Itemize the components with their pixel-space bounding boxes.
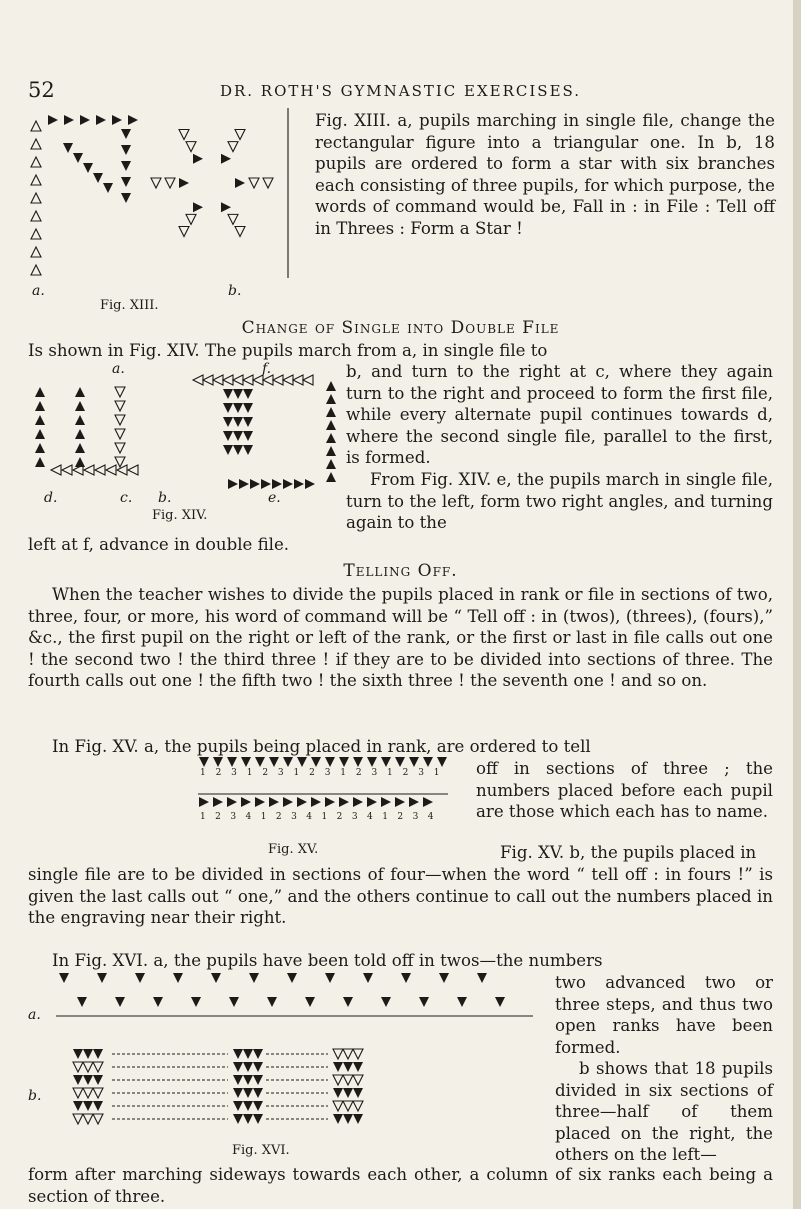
fig15-file-pupil	[227, 797, 237, 807]
fig16-left-pupil	[73, 1114, 83, 1124]
section1-right-text: b, and turn to the right at c, where they again turn to the right and proceed to form the first file, while every alternate pupil continues towards d, where the second single file, parallel to the first, is formed.	[346, 362, 773, 467]
fig15-rank-pupil	[297, 757, 307, 767]
fig16-center-pupil	[233, 1062, 243, 1072]
fig14-double-pupil	[233, 403, 243, 413]
fig16-left-pupil	[83, 1114, 93, 1124]
fig13-b-star-pupil	[263, 178, 273, 188]
fig16-left-pupil	[83, 1062, 93, 1072]
fig14-bottom-pupil	[294, 479, 304, 489]
fig16-left-pupil	[93, 1062, 103, 1072]
fig14-base-pupil	[62, 465, 72, 475]
fig16-right-pupil	[353, 1075, 363, 1085]
fig13-a-left-pupil	[31, 121, 41, 131]
fig16-center-pupil	[243, 1075, 253, 1085]
fig14-top-pupil	[193, 375, 203, 385]
fig14-label-f: f.	[262, 361, 272, 377]
fig16-right-pupil	[353, 1062, 363, 1072]
fig14-label-e: e.	[268, 490, 281, 506]
fig16-right-pupil	[353, 1049, 363, 1059]
fig16-rank-pupil	[77, 997, 87, 1007]
fig16-left-pupil	[83, 1075, 93, 1085]
fig14-file-pupil	[35, 429, 45, 439]
fig13-a-left-pupil	[31, 247, 41, 257]
fig16-right-pupil	[343, 1088, 353, 1098]
section-heading-double-file: Change of Single into Double File	[241, 318, 560, 338]
section1-end: left at f, advance in double file.	[28, 535, 290, 554]
fig13-b-star-pupil	[221, 154, 231, 164]
fig14-label-a: a.	[112, 361, 125, 377]
fig16-right-pupil	[343, 1062, 353, 1072]
fig14-label-b: b.	[158, 490, 172, 506]
fig16-advanced-pupil	[287, 973, 297, 983]
fig16-advanced-pupil	[59, 973, 69, 983]
fig13-a-top-pupil	[80, 115, 90, 125]
fig14-double-pupil	[243, 445, 253, 455]
fig14-right-pupil	[326, 407, 336, 417]
fig16-advanced-pupil	[249, 973, 259, 983]
fig16-advanced-pupil	[97, 973, 107, 983]
fig16-advanced-pupil	[477, 973, 487, 983]
fig14-base-pupil	[84, 465, 94, 475]
fig16-center-pupil	[253, 1088, 263, 1098]
fig14-double-pupil	[243, 403, 253, 413]
fig13-b-star-pupil	[186, 142, 196, 152]
fig13-b-star-pupil	[221, 202, 231, 212]
fig13-b-star-pupil	[165, 178, 175, 188]
fig16-center-pupil	[233, 1075, 243, 1085]
fig16-rank-pupil	[153, 997, 163, 1007]
section3-end: form after marching sideways towards each other, a column of six ranks each being a section of three.	[28, 1165, 773, 1206]
fig15-rank-pupil	[367, 757, 377, 767]
fig14-double-pupil	[223, 445, 233, 455]
fig13-description: Fig. XIII. a, pupils marching in single file, change the rectangular figure into a triangular one. In b, 18 pupils are ordered to form a star with six branches each consisting of three pupils, for which purpose, the words of command would be, Fall in : in File : Tell off in Threes : Form a Star !	[315, 111, 775, 238]
fig14-file-pupil	[115, 401, 125, 411]
fig16-left-pupil	[93, 1049, 103, 1059]
section2-right-text2: Fig. XV. b, the pupils placed in	[500, 843, 757, 862]
fig14-file-pupil	[75, 443, 85, 453]
fig15-file-pupil	[381, 797, 391, 807]
fig13-a-top-pupil	[64, 115, 74, 125]
running-head	[28, 80, 773, 104]
fig14-double-pupil	[233, 389, 243, 399]
fig15-rank-pupil	[381, 757, 391, 767]
fig15-rank-pupil	[255, 757, 265, 767]
fig14-base-pupil	[51, 465, 61, 475]
fig16-center-pupil	[243, 1062, 253, 1072]
fig15-file-pupil	[353, 797, 363, 807]
fig14-bottom-pupil	[239, 479, 249, 489]
fig16-advanced-pupil	[325, 973, 335, 983]
fig16-left-pupil	[93, 1088, 103, 1098]
fig15-file-pupil	[311, 797, 321, 807]
fig13-b-svg	[150, 108, 300, 288]
fig14-top-pupil	[273, 375, 283, 385]
fig13-a-right-pupil	[121, 145, 131, 155]
fig14-right-pupil	[326, 459, 336, 469]
fig16-right-pupil	[343, 1049, 353, 1059]
fig14-bottom-pupil	[283, 479, 293, 489]
section2-para2: In Fig. XV. a, the pupils being placed in rank, are ordered to tell	[52, 737, 591, 756]
running-title: DR. ROTH'S GYMNASTIC EXERCISES.	[219, 82, 582, 100]
fig16-center-pupil	[253, 1062, 263, 1072]
fig15-numbers-b: 1 2 3 4 1 2 3 4 1 2 3 4 1 2 3 4	[200, 812, 437, 822]
fig14-base-pupil	[117, 465, 127, 475]
fig13-b-diagram	[150, 108, 300, 298]
fig14-file-pupil	[35, 415, 45, 425]
fig16-diagram	[28, 972, 548, 1142]
fig15-file-pupil	[367, 797, 377, 807]
fig14-right-pupil	[326, 381, 336, 391]
fig13-a-top-pupil	[112, 115, 122, 125]
fig15-rank-pupil	[339, 757, 349, 767]
fig15-rank-pupil	[325, 757, 335, 767]
fig16-rank-pupil	[495, 997, 505, 1007]
page-number: 52	[28, 78, 55, 102]
fig13-a-diag-pupil	[73, 153, 83, 163]
fig13-b-star-pupil	[193, 202, 203, 212]
fig15-file-pupil	[395, 797, 405, 807]
fig16-center-pupil	[233, 1114, 243, 1124]
fig15-rank-pupil	[269, 757, 279, 767]
fig13-a-right-pupil	[121, 161, 131, 171]
fig13-b-star-pupil	[235, 130, 245, 140]
fig16-right-pupil	[333, 1101, 343, 1111]
fig13-b-star-pupil	[235, 226, 245, 236]
fig14-right-pupil	[326, 472, 336, 482]
fig16-right-pupil	[333, 1075, 343, 1085]
fig14-file-pupil	[115, 429, 125, 439]
fig13-b-star-pupil	[179, 226, 189, 236]
fig14-file-pupil	[35, 457, 45, 467]
section1-intro: Is shown in Fig. XIV. The pupils march from a, in single file to	[28, 341, 548, 360]
fig14-top-pupil	[243, 375, 253, 385]
fig14-double-pupil	[233, 431, 243, 441]
fig16-rank-pupil	[343, 997, 353, 1007]
fig15-file-pupil	[269, 797, 279, 807]
fig13-label-b: b.	[228, 283, 242, 299]
fig15-file-pupil	[283, 797, 293, 807]
fig14-bottom-pupil	[250, 479, 260, 489]
fig16-left-pupil	[93, 1075, 103, 1085]
fig16-rank-pupil	[305, 997, 315, 1007]
fig16-center-pupil	[243, 1088, 253, 1098]
fig15-rank-pupil	[241, 757, 251, 767]
fig13-b-star-pupil	[179, 130, 189, 140]
section1-right-text2: From Fig. XIV. e, the pupils march in single file, turn to the left, form two right angles, and turning again to the	[346, 470, 773, 532]
fig14-file-pupil	[115, 415, 125, 425]
fig16-advanced-pupil	[135, 973, 145, 983]
fig14-bottom-pupil	[261, 479, 271, 489]
fig15-rank-pupil	[213, 757, 223, 767]
fig15-caption: Fig. XV.	[268, 842, 319, 857]
fig15-file-pupil	[325, 797, 335, 807]
fig14-label-c: c.	[120, 490, 133, 506]
fig13-a-diag-pupil	[103, 183, 113, 193]
page-edge	[793, 0, 801, 1209]
fig14-double-pupil	[243, 431, 253, 441]
section2-right-text: off in sections of three ; the numbers placed before each pupil are those which each has to name.	[476, 759, 773, 821]
fig16-rank-pupil	[381, 997, 391, 1007]
fig14-file-pupil	[35, 401, 45, 411]
fig14-file-pupil	[75, 415, 85, 425]
fig14-double-pupil	[233, 445, 243, 455]
fig16-right-pupil	[333, 1114, 343, 1124]
fig13-a-diag-pupil	[63, 143, 73, 153]
fig14-file-pupil	[35, 387, 45, 397]
fig14-base-pupil	[95, 465, 105, 475]
fig16-advanced-pupil	[401, 973, 411, 983]
fig15-rank-pupil	[437, 757, 447, 767]
fig15-rank-pupil	[311, 757, 321, 767]
fig14-top-pupil	[213, 375, 223, 385]
fig16-label-b: b.	[28, 1088, 42, 1104]
fig14-base-pupil	[106, 465, 116, 475]
fig14-double-pupil	[243, 389, 253, 399]
fig14-right-pupil	[326, 433, 336, 443]
fig14-file-pupil	[75, 429, 85, 439]
fig16-right-pupil	[333, 1049, 343, 1059]
fig16-left-pupil	[73, 1088, 83, 1098]
fig16-right-pupil	[353, 1101, 363, 1111]
fig16-center-pupil	[243, 1101, 253, 1111]
fig16-advanced-pupil	[211, 973, 221, 983]
fig16-center-pupil	[233, 1049, 243, 1059]
fig14-top-pupil	[283, 375, 293, 385]
fig16-center-pupil	[253, 1101, 263, 1111]
fig15-rank-pupil	[227, 757, 237, 767]
fig14-top-pupil	[293, 375, 303, 385]
fig16-center-pupil	[233, 1101, 243, 1111]
fig16-rank-pupil	[457, 997, 467, 1007]
fig16-center-pupil	[243, 1049, 253, 1059]
section3-para: In Fig. XVI. a, the pupils have been told off in twos—the numbers	[52, 951, 603, 970]
fig16-rank-pupil	[267, 997, 277, 1007]
fig13-a-diag-pupil	[83, 163, 93, 173]
fig16-center-pupil	[243, 1114, 253, 1124]
fig13-caption: Fig. XIII.	[100, 298, 159, 313]
fig13-a-right-pupil	[121, 177, 131, 187]
fig16-rank-pupil	[115, 997, 125, 1007]
fig13-a-top-pupil	[128, 115, 138, 125]
fig16-right-pupil	[333, 1088, 343, 1098]
fig16-svg	[28, 972, 548, 1132]
fig13-a-top-pupil	[96, 115, 106, 125]
fig13-a-left-pupil	[31, 193, 41, 203]
fig16-left-pupil	[73, 1049, 83, 1059]
fig15-rank-pupil	[395, 757, 405, 767]
fig13-a-diagram	[28, 108, 138, 303]
section3-right-text2: b shows that 18 pupils divided in six sections of three—half of them placed on the right, the others on the left—	[555, 1059, 773, 1164]
fig14-double-pupil	[223, 403, 233, 413]
fig13-a-right-pupil	[121, 129, 131, 139]
fig13-a-left-pupil	[31, 175, 41, 185]
fig14-file-pupil	[35, 443, 45, 453]
fig15-numbers-a: 1 2 3 1 2 3 1 2 3 1 2 3 1 2 3 1	[200, 768, 444, 778]
fig16-left-pupil	[73, 1101, 83, 1111]
fig14-right-pupil	[326, 420, 336, 430]
fig16-advanced-pupil	[439, 973, 449, 983]
fig14-label-d: d.	[44, 490, 58, 506]
fig15-file-pupil	[199, 797, 209, 807]
fig16-caption: Fig. XVI.	[232, 1143, 290, 1158]
fig13-b-star-pupil	[228, 142, 238, 152]
section2-para1: When the teacher wishes to divide the pupils placed in rank or file in sections of two, three, four, or more, his word of command will be “ Tell off : in (twos), (threes), (fours),” &c., the first pupil on the right or left of the rank, or the first or last in file calls out one ! the second two ! the third three ! if they are to be divided into sections of three. The fourth calls out one ! the fifth two ! the sixth three ! the seventh one ! and so on.	[28, 585, 773, 690]
fig14-top-pupil	[233, 375, 243, 385]
fig16-right-pupil	[343, 1075, 353, 1085]
fig15-rank-pupil	[199, 757, 209, 767]
fig15-file-pupil	[241, 797, 251, 807]
fig14-bottom-pupil	[305, 479, 315, 489]
fig13-a-left-pupil	[31, 265, 41, 275]
fig13-b-star-pupil	[193, 154, 203, 164]
fig15-file-pupil	[339, 797, 349, 807]
fig16-advanced-pupil	[363, 973, 373, 983]
fig16-center-pupil	[253, 1049, 263, 1059]
fig16-left-pupil	[93, 1114, 103, 1124]
fig16-center-pupil	[253, 1114, 263, 1124]
fig13-a-left-pupil	[31, 139, 41, 149]
fig16-left-pupil	[73, 1075, 83, 1085]
fig13-b-star-pupil	[228, 214, 238, 224]
fig14-right-pupil	[326, 394, 336, 404]
fig16-right-pupil	[343, 1101, 353, 1111]
fig16-rank-pupil	[229, 997, 239, 1007]
fig16-left-pupil	[83, 1088, 93, 1098]
fig15-file-pupil	[297, 797, 307, 807]
fig15-file-pupil	[213, 797, 223, 807]
fig13-label-a: a.	[32, 283, 45, 299]
fig14-bottom-pupil	[228, 479, 238, 489]
section2-end: single file are to be divided in sections of four—when the word “ tell off : in fours !” is given the last calls out “ one,” and the others continue to call out the numbers placed in the engraving near their right.	[28, 865, 773, 927]
fig14-top-pupil	[203, 375, 213, 385]
fig14-file-pupil	[75, 387, 85, 397]
fig13-a-left-pupil	[31, 211, 41, 221]
fig16-right-pupil	[353, 1114, 363, 1124]
fig13-b-star-pupil	[151, 178, 161, 188]
fig13-a-left-pupil	[31, 229, 41, 239]
fig14-bottom-pupil	[272, 479, 282, 489]
fig13-a-svg	[28, 108, 138, 288]
fig16-right-pupil	[353, 1088, 363, 1098]
fig15-file-pupil	[409, 797, 419, 807]
fig16-left-pupil	[73, 1062, 83, 1072]
fig13-b-star-pupil	[179, 178, 189, 188]
fig13-a-right-pupil	[121, 193, 131, 203]
fig16-rank-pupil	[419, 997, 429, 1007]
fig15-rank-pupil	[283, 757, 293, 767]
fig16-left-pupil	[83, 1101, 93, 1111]
fig13-a-diag-pupil	[93, 173, 103, 183]
fig14-double-pupil	[223, 417, 233, 427]
fig15-file-pupil	[255, 797, 265, 807]
fig15-rank-pupil	[423, 757, 433, 767]
fig13-b-star-pupil	[249, 178, 259, 188]
fig14-file-pupil	[115, 387, 125, 397]
fig14-double-pupil	[243, 417, 253, 427]
section-heading-telling-off: Telling Off.	[343, 561, 458, 581]
fig13-b-star-pupil	[186, 214, 196, 224]
fig14-file-pupil	[75, 401, 85, 411]
fig14-right-pupil	[326, 446, 336, 456]
fig15-rank-pupil	[353, 757, 363, 767]
fig14-base-pupil	[128, 465, 138, 475]
section3-right-text: two advanced two or three steps, and thus two open ranks have been formed.	[555, 973, 773, 1057]
fig15-file-pupil	[423, 797, 433, 807]
fig14-double-pupil	[223, 389, 233, 399]
fig16-label-a: a.	[28, 1007, 41, 1023]
fig13-b-star-pupil	[235, 178, 245, 188]
fig13-a-top-pupil	[48, 115, 58, 125]
fig16-left-pupil	[93, 1101, 103, 1111]
fig13-a-left-pupil	[31, 157, 41, 167]
fig14-top-pupil	[223, 375, 233, 385]
fig14-caption: Fig. XIV.	[152, 508, 208, 523]
fig16-center-pupil	[253, 1075, 263, 1085]
fig14-top-pupil	[303, 375, 313, 385]
fig16-left-pupil	[83, 1049, 93, 1059]
fig16-right-pupil	[343, 1114, 353, 1124]
fig14-double-pupil	[233, 417, 243, 427]
fig14-double-pupil	[223, 431, 233, 441]
fig16-center-pupil	[233, 1088, 243, 1098]
fig16-advanced-pupil	[173, 973, 183, 983]
fig16-right-pupil	[333, 1062, 343, 1072]
fig14-file-pupil	[115, 443, 125, 453]
fig16-rank-pupil	[191, 997, 201, 1007]
fig15-diagram	[198, 758, 468, 848]
fig15-rank-pupil	[409, 757, 419, 767]
